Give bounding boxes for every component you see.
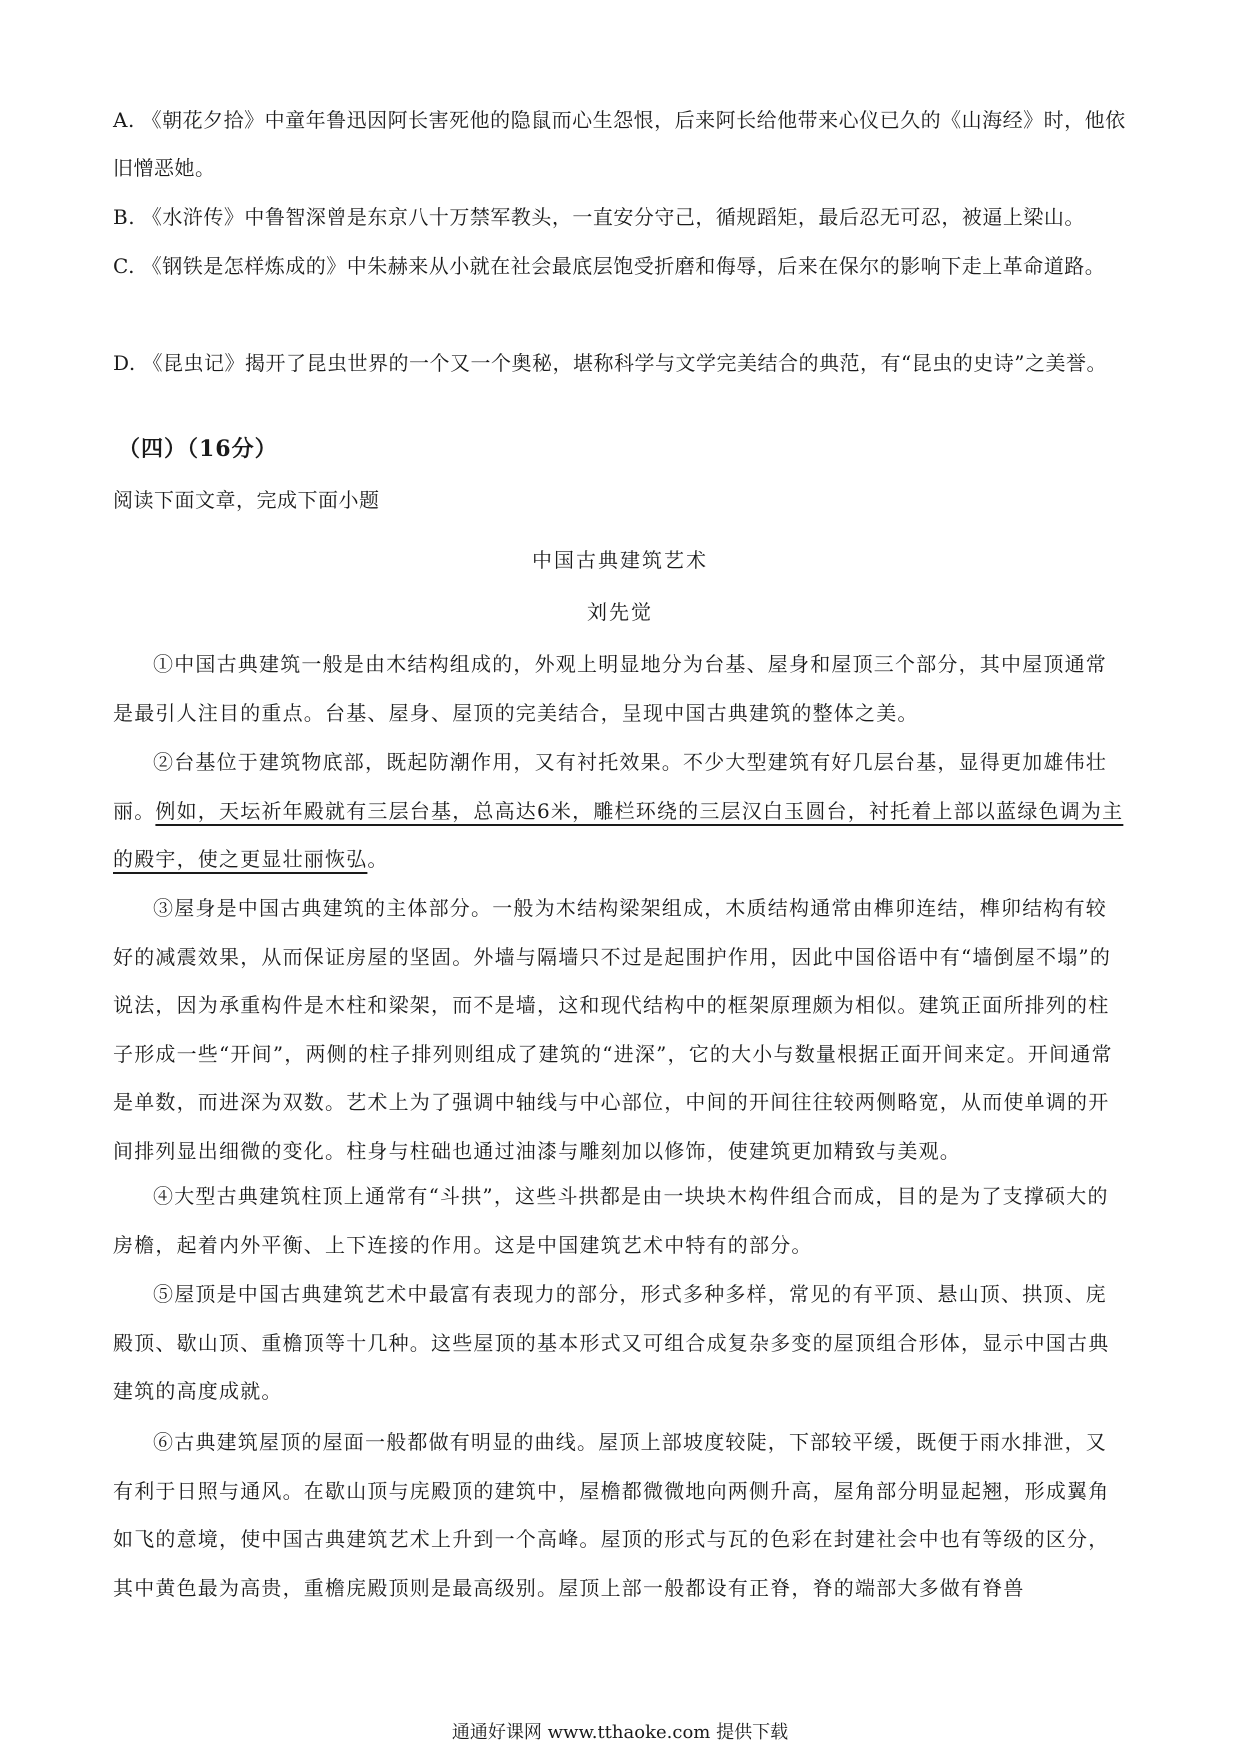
option-a: A. 《朝花夕拾》中童年鲁迅因阿长害死他的隐鼠而心生怨恨，后来阿长给他带来心仪已久的《山海经》时，他依旧憎恶她。 <box>113 108 1126 180</box>
option-b: B. 《水浒传》中鲁智深曾是东京八十万禁军教头，一直安分守己，循规蹈矩，最后忍无可忍，被逼上梁山。 <box>113 205 1085 229</box>
paragraph-4: ④大型古典建筑柱顶上通常有“斗拱”，这些斗拱都是由一块块木构件组合而成，目的是为了支撑硕大的房檐，起着内外平衡、上下连接的作用。这是中国建筑艺术中特有的部分。 <box>113 1184 1109 1257</box>
article-author: 刘先觉 <box>587 600 653 624</box>
paragraph-6: ⑥古典建筑屋顶的屋面一般都做有明显的曲线。屋顶上部坡度较陡，下部较平缓，既便于雨水排泄，又有利于日照与通风。在歇山顶与庑殿顶的建筑中，屋檐都微微地向两侧升高，屋角部分明显起翘，形成翼角如飞的意境，使中国古典建筑艺术上升到一个高峰。屋顶的形式与瓦的色彩在封建社会中也有等级的区分，其中黄色最为高贵，重檐庑殿顶则是最高级别。屋顶上部一般都设有正脊，脊的端部大多做有脊兽 <box>113 1430 1110 1600</box>
section-heading: （四）（16分） <box>118 436 278 462</box>
article-title: 中国古典建筑艺术 <box>532 548 708 572</box>
footer-source: 通通好课网 www.tthaoke.com 提供下载 <box>451 1722 789 1743</box>
paragraph-2-text: ②台基位于建筑物底部，既起防潮作用，又有衬托效果。不少大型建筑有好几层台基，显得更加雄伟壮丽。 <box>113 750 1107 823</box>
option-c: C. 《钢铁是怎样炼成的》中朱赫来从小就在社会最底层饱受折磨和侮辱，后来在保尔的影响下走上革命道路。 <box>113 254 1106 278</box>
paragraph-3: ③屋身是中国古典建筑的主体部分。一般为木结构梁架组成，木质结构通常由榫卯连结，榫卯结构有较好的减震效果，从而保证房屋的坚固。外墙与隔墙只不过是起围护作用，因此中国俗语中有“墙倒屋不塌”的说法，因为承重构件是木柱和梁架，而不是墙，这和现代结构中的框架原理颇为相似。建筑正面所排列的柱子形成一些“开间”，两侧的柱子排列则组成了建筑的“进深”，它的大小与数量根据正面开间来定。开间通常是单数，而进深为双数。艺术上为了强调中轴线与中心部位，中间的开间往往较两侧略宽，从而使单调的开间排列显出细微的变化。柱身与柱础也通过油漆与雕刻加以修饰，使建筑更加精致与美观。 <box>113 896 1113 1163</box>
paragraph-1: ①中国古典建筑一般是由木结构组成的，外观上明显地分为台基、屋身和屋顶三个部分，其中屋顶通常是最引人注目的重点。台基、屋身、屋顶的完美结合，呈现中国古典建筑的整体之美。 <box>113 652 1107 725</box>
paragraph-2-underlined-sentence: 例如，天坛祈年殿就有三层台基，总高达6米，雕栏环绕的三层汉白玉圆台，衬托着上部以蓝绿色调为主的殿宇，使之更显壮丽恢弘 <box>113 798 1124 871</box>
reading-instruction: 阅读下面文章，完成下面小题 <box>113 488 380 512</box>
paragraph-5: ⑤屋顶是中国古典建筑艺术中最富有表现力的部分，形式多种多样，常见的有平顶、悬山顶、拱顶、庑殿顶、歇山顶、重檐顶等十几种。这些屋顶的基本形式又可组合成复杂多变的屋顶组合形体，显示中国古典建筑的高度成就。 <box>113 1282 1110 1403</box>
option-d: D. 《昆虫记》揭开了昆虫世界的一个又一个奥秘，堪称科学与文学完美结合的典范，有“昆虫的史诗”之美誉。 <box>113 351 1107 375</box>
paragraph-2 <box>113 738 1128 884</box>
paragraph-2-end: 。 <box>367 847 389 871</box>
